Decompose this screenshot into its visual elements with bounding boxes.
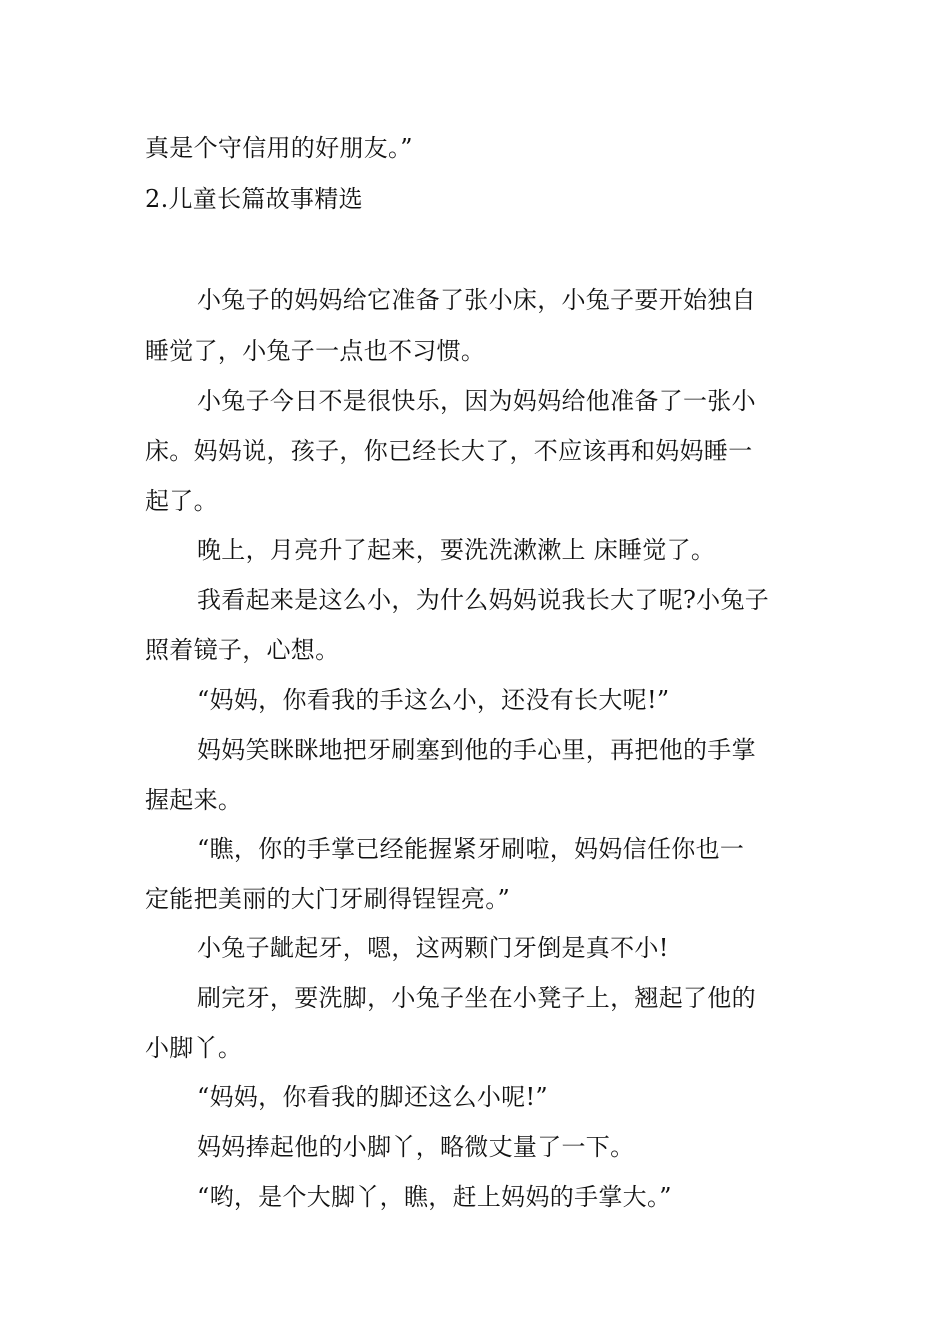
paragraph-line: 妈妈笑眯眯地把牙刷塞到他的手心里，再把他的手掌: [197, 736, 756, 764]
paragraph-line: 照着镜子，心想。: [145, 636, 340, 664]
paragraph-line: 握起来。: [145, 786, 243, 814]
paragraph-line: 定能把美丽的大门牙刷得锃锃亮。”: [145, 885, 511, 913]
text-line: 真是个守信用的好朋友。”: [145, 134, 413, 162]
paragraph-line: 我看起来是这么小，为什么妈妈说我长大了呢?小兔子: [197, 586, 770, 614]
paragraph-line: 小兔子龇起牙，嗯，这两颗门牙倒是真不小!: [197, 934, 669, 962]
paragraph-line: “瞧，你的手掌已经能握紧牙刷啦，妈妈信任你也一: [197, 835, 745, 863]
paragraph-line: 刷完牙，要洗脚，小兔子坐在小凳子上，翘起了他的: [197, 984, 756, 1012]
paragraph-line: 睡觉了，小兔子一点也不习惯。: [145, 337, 486, 365]
section-heading: 2.儿童长篇故事精选: [145, 185, 363, 213]
paragraph-line: 晚上，月亮升了起来，要洗洗漱漱上 床睡觉了。: [197, 536, 716, 564]
paragraph-line: 小脚丫。: [145, 1034, 243, 1062]
paragraph-line: 妈妈捧起他的小脚丫，略微丈量了一下。: [197, 1133, 635, 1161]
paragraph-line: 起了。: [145, 487, 218, 515]
paragraph-line: “哟，是个大脚丫，瞧，赶上妈妈的手掌大。”: [197, 1183, 672, 1211]
paragraph-line: 床。妈妈说，孩子，你已经长大了，不应该再和妈妈睡一: [145, 437, 753, 465]
paragraph-line: “妈妈，你看我的脚还这么小呢!”: [197, 1083, 548, 1111]
paragraph-line: 小兔子的妈妈给它准备了张小床，小兔子要开始独自: [197, 286, 756, 314]
paragraph-line: 小兔子今日不是很快乐，因为妈妈给他准备了一张小: [197, 387, 756, 415]
paragraph-line: “妈妈，你看我的手这么小，还没有长大呢!”: [197, 686, 670, 714]
